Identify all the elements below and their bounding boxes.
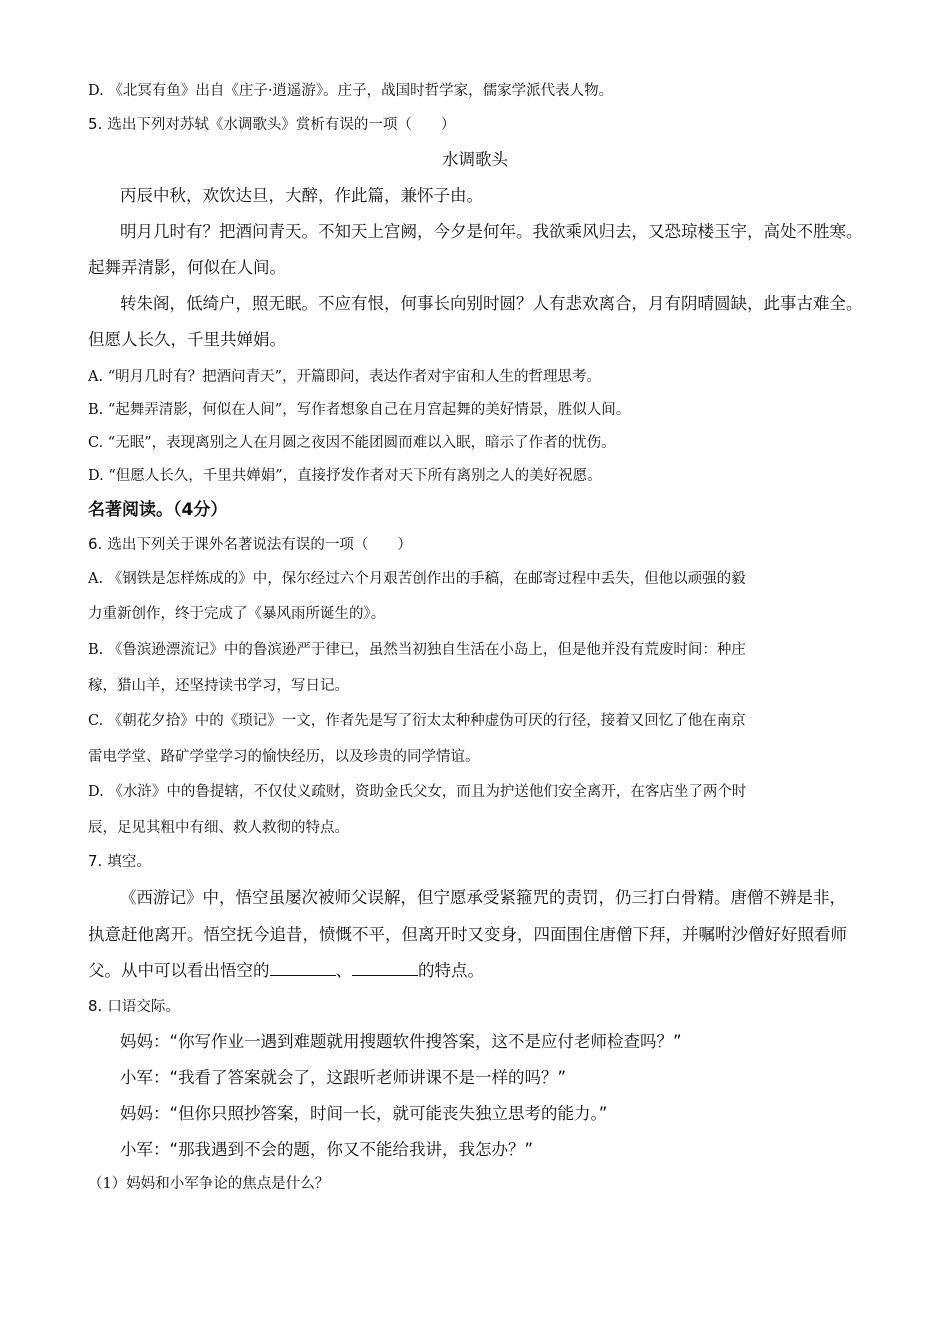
q8-dialogue-3: 妈妈：“但你只照抄答案，时间一长，就可能丧失独立思考的能力。”: [120, 1104, 608, 1123]
q6-option-d-line2: 辰，足见其粗中有细、救人救彻的特点。: [88, 820, 349, 836]
q7-stem-text: 填空。: [107, 854, 151, 870]
q6-stem-text: 选出下列关于课外名著说法有误的一项（ ）: [107, 537, 412, 553]
q8-number: 8.: [88, 997, 103, 1015]
q6-stem: [88, 536, 412, 553]
poem-preface: 丙辰中秋，欢饮达旦，大醉，作此篇，兼怀子由。: [120, 186, 483, 205]
q8-dialogue-4: 小军：“那我遇到不会的题，你又不能给我讲，我怎办？”: [120, 1140, 534, 1159]
q6-option-b-line1: B. 《鲁滨逊漂流记》中的鲁滨逊严于律已，虽然当初独自生活在小岛上，但是他并没有荒废时间：种庄: [88, 642, 746, 658]
q6-option-c-line2: 雷电学堂、路矿学堂学习的愉快经历，以及珍贵的同学情谊。: [88, 749, 480, 765]
q6-option-a-line2: 力重新创作，终于完成了《暴风雨所诞生的》。: [88, 606, 386, 622]
q6-number: 6.: [88, 535, 103, 553]
q5-number: 5.: [88, 115, 103, 133]
section-heading: 名著阅读。（4分）: [88, 500, 228, 520]
poem-stanza2-line2: 但愿人长久，千里共婵娟。: [88, 330, 286, 349]
q8-stem: [88, 998, 180, 1015]
q8-dialogue-1: 妈妈：“你写作业一遇到难题就用搜题软件搜答案，这不是应付老师检查吗？”: [120, 1032, 682, 1051]
q4-option-d: D. 《北冥有鱼》出自《庄子·逍遥游》。庄子，战国时哲学家，儒家学派代表人物。: [88, 83, 614, 99]
q7-stem: [88, 853, 151, 870]
q5-option-a: A. “明月几时有？把酒问青天”，开篇即问，表达作者对宇宙和人生的哲理思考。: [88, 369, 602, 385]
q5-option-b: B. “起舞弄清影，何似在人间”，写作者想象自己在月宫起舞的美好情景，胜似人间。: [88, 402, 631, 418]
q7-line3-post: 的特点。: [418, 961, 484, 980]
q7-line3-sep: 、: [335, 961, 352, 980]
q6-option-c-line1: C. 《朝花夕拾》中的《琐记》一文，作者先是写了衍太太种种虚伪可厌的行径，接着又回忆了他在南京: [88, 713, 746, 729]
poem-stanza1-line2: 起舞弄清影，何似在人间。: [88, 258, 286, 277]
q6-option-a-line1: A. 《钢铁是怎样炼成的》中，保尔经过六个月艰苦创作出的手稿，在邮寄过程中丢失，但他以顽强的毅: [88, 571, 746, 587]
q5-stem-text: 选出下列对苏轼《水调歌头》赏析有误的一项（ ）: [107, 117, 456, 133]
q7-blank-1[interactable]: [270, 963, 336, 976]
q8-subquestion-1: （1）妈妈和小军争论的焦点是什么？: [88, 1176, 330, 1192]
q7-passage-line1: 《西游记》中，悟空虽屡次被师父误解，但宁愿承受紧箍咒的责罚，仍三打白骨精。唐僧不辨是非，: [120, 888, 846, 907]
q7-blank-2[interactable]: [352, 963, 418, 976]
q8-stem-text: 口语交际。: [107, 999, 180, 1015]
q6-option-d-line1: D. 《水浒》中的鲁提辖，不仅仗义疏财，资助金氏父女，而且为护送他们安全离开，在客店坐了两个时: [88, 784, 747, 800]
poem-stanza1-line1: 明月几时有？把酒问青天。不知天上宫阙，今夕是何年。我欲乘风归去，又恐琼楼玉宇，高处不胜寒。: [120, 222, 863, 241]
q8-dialogue-2: 小军：“我看了答案就会了，这跟听老师讲课不是一样的吗？”: [120, 1068, 567, 1087]
q5-option-c: C. “无眠”，表现离别之人在月圆之夜因不能团圆而难以入眠，暗示了作者的忧伤。: [88, 435, 616, 451]
q7-line3-pre: 父。从中可以看出悟空的: [88, 961, 270, 980]
poem-stanza2-line1: 转朱阁，低绮户，照无眠。不应有恨，何事长向别时圆？人有悲欢离合，月有阴晴圆缺，此事古难全。: [120, 294, 863, 313]
q5-option-d: D. “但愿人长久，千里共婵娟”，直接抒发作者对天下所有离别之人的美好祝愿。: [88, 468, 602, 484]
q7-passage-line2: 执意赶他离开。悟空抚今追昔，愤慨不平，但离开时又变身，四面围住唐僧下拜，并嘱咐沙僧好好照看师: [88, 925, 847, 944]
q7-number: 7.: [88, 852, 103, 870]
q5-stem: [88, 116, 455, 133]
poem-title: 水调歌头: [442, 150, 508, 169]
q6-option-b-line2: 稼，猎山羊，还坚持读书学习，写日记。: [88, 678, 349, 694]
q7-passage-line3: [88, 963, 484, 980]
